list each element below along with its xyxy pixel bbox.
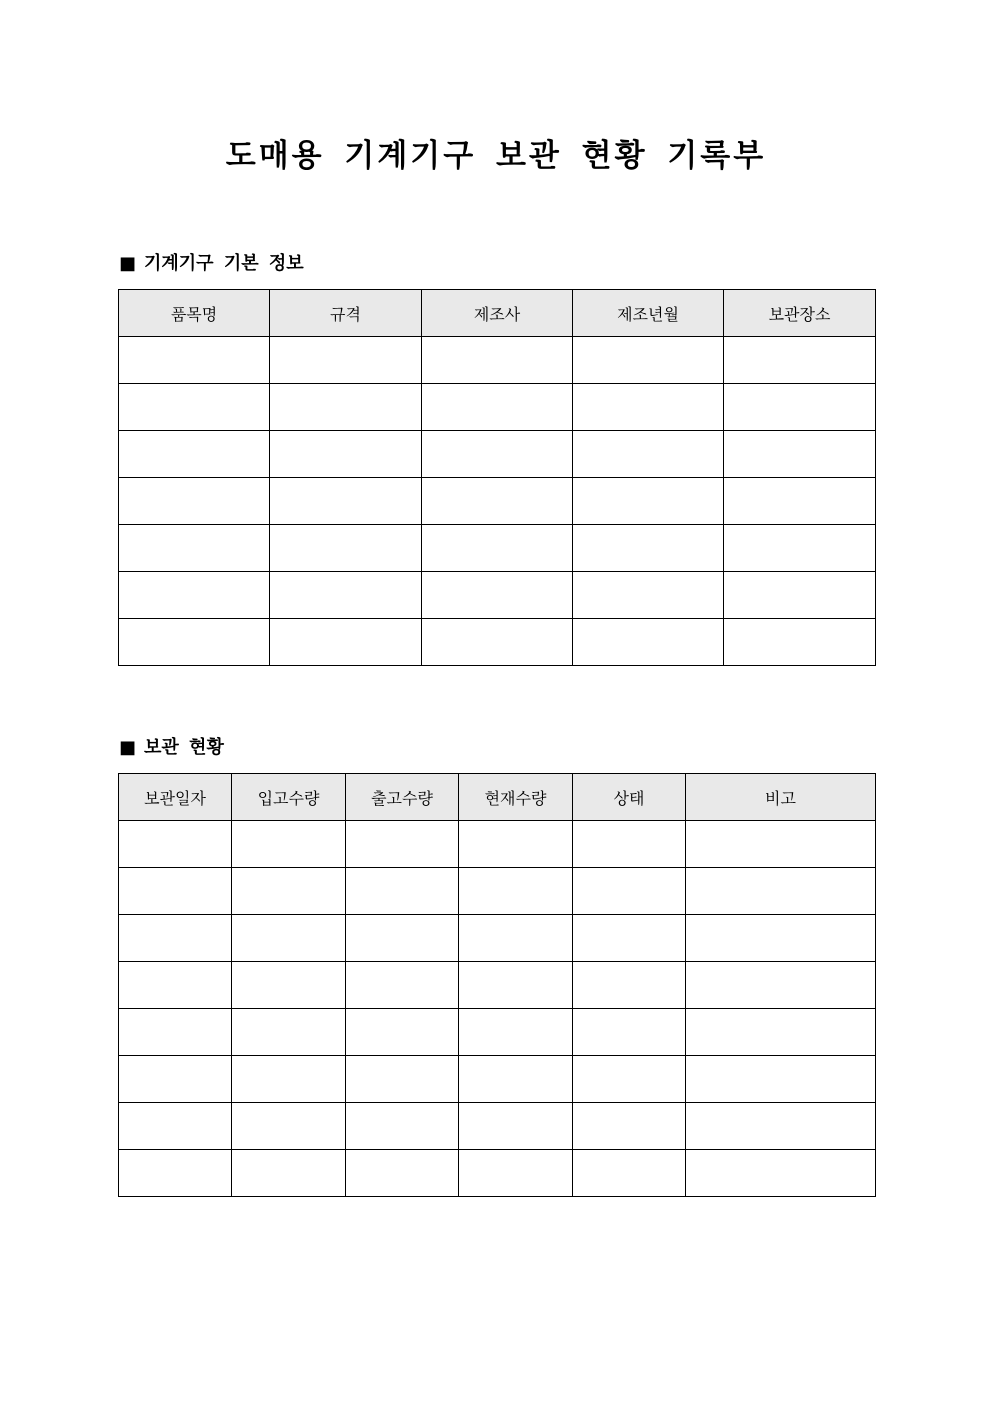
table-cell[interactable] bbox=[346, 821, 459, 868]
table-cell[interactable] bbox=[573, 337, 724, 384]
table-cell[interactable] bbox=[422, 384, 573, 431]
table-row bbox=[119, 384, 876, 431]
table-cell[interactable] bbox=[422, 337, 573, 384]
square-bullet-icon: ■ bbox=[119, 737, 137, 758]
column-header-inbound-qty: 입고수량 bbox=[232, 774, 346, 821]
table-cell[interactable] bbox=[422, 478, 573, 525]
table-row bbox=[119, 619, 876, 666]
table-cell[interactable] bbox=[573, 478, 724, 525]
table-cell[interactable] bbox=[232, 915, 346, 962]
column-header-manufacture-date: 제조년월 bbox=[573, 290, 724, 337]
section-heading-label: 기계기구 기본 정보 bbox=[144, 253, 304, 274]
table-cell[interactable] bbox=[232, 962, 346, 1009]
table-row bbox=[119, 1009, 876, 1056]
table-row bbox=[119, 431, 876, 478]
table-row bbox=[119, 525, 876, 572]
table-cell[interactable] bbox=[686, 868, 876, 915]
table-cell[interactable] bbox=[422, 525, 573, 572]
table-cell[interactable] bbox=[459, 1056, 573, 1103]
table-cell[interactable] bbox=[724, 572, 876, 619]
table-cell[interactable] bbox=[119, 962, 232, 1009]
table-cell[interactable] bbox=[232, 821, 346, 868]
table-cell[interactable] bbox=[573, 431, 724, 478]
table-cell[interactable] bbox=[232, 1009, 346, 1056]
column-header-storage-location: 보관장소 bbox=[724, 290, 876, 337]
table-cell[interactable] bbox=[459, 1150, 573, 1197]
table-row bbox=[119, 1056, 876, 1103]
table-cell[interactable] bbox=[270, 431, 422, 478]
table-cell[interactable] bbox=[422, 619, 573, 666]
table-cell[interactable] bbox=[724, 478, 876, 525]
table-cell[interactable] bbox=[573, 619, 724, 666]
table-header-row bbox=[119, 774, 876, 821]
table-row bbox=[119, 868, 876, 915]
table-cell[interactable] bbox=[119, 337, 270, 384]
table-cell[interactable] bbox=[346, 868, 459, 915]
table-cell[interactable] bbox=[232, 868, 346, 915]
table-cell[interactable] bbox=[686, 962, 876, 1009]
table-cell[interactable] bbox=[346, 962, 459, 1009]
table-cell[interactable] bbox=[724, 619, 876, 666]
table-cell[interactable] bbox=[573, 962, 686, 1009]
table-cell[interactable] bbox=[232, 1150, 346, 1197]
table-cell[interactable] bbox=[573, 1103, 686, 1150]
table-cell[interactable] bbox=[724, 525, 876, 572]
column-header-outbound-qty: 출고수량 bbox=[346, 774, 459, 821]
table-cell[interactable] bbox=[459, 821, 573, 868]
table-cell[interactable] bbox=[724, 337, 876, 384]
section-heading-basic-info bbox=[119, 252, 304, 276]
table-row bbox=[119, 821, 876, 868]
table-cell[interactable] bbox=[459, 915, 573, 962]
table-cell[interactable] bbox=[686, 1009, 876, 1056]
table-row bbox=[119, 478, 876, 525]
table-cell[interactable] bbox=[686, 1103, 876, 1150]
table-cell[interactable] bbox=[346, 1056, 459, 1103]
table-cell[interactable] bbox=[573, 915, 686, 962]
table-cell[interactable] bbox=[270, 478, 422, 525]
table-cell[interactable] bbox=[573, 821, 686, 868]
column-header-condition: 상태 bbox=[573, 774, 686, 821]
table-row bbox=[119, 1150, 876, 1197]
table-cell[interactable] bbox=[686, 915, 876, 962]
column-header-current-qty: 현재수량 bbox=[459, 774, 573, 821]
table-cell[interactable] bbox=[270, 384, 422, 431]
table-cell[interactable] bbox=[724, 431, 876, 478]
section-heading-storage-status bbox=[119, 736, 224, 760]
table-cell[interactable] bbox=[232, 1103, 346, 1150]
table-cell[interactable] bbox=[422, 572, 573, 619]
table-cell[interactable] bbox=[346, 1103, 459, 1150]
section-heading-label: 보관 현황 bbox=[144, 737, 224, 758]
table-cell[interactable] bbox=[346, 915, 459, 962]
square-bullet-icon: ■ bbox=[119, 253, 137, 274]
table-cell[interactable] bbox=[459, 1103, 573, 1150]
column-header-item-name: 품목명 bbox=[119, 290, 270, 337]
table-cell[interactable] bbox=[686, 1150, 876, 1197]
table-cell[interactable] bbox=[270, 525, 422, 572]
table-cell[interactable] bbox=[686, 1056, 876, 1103]
table-cell[interactable] bbox=[346, 1009, 459, 1056]
table-cell[interactable] bbox=[573, 1150, 686, 1197]
table-cell[interactable] bbox=[573, 384, 724, 431]
table-cell[interactable] bbox=[459, 868, 573, 915]
table-cell[interactable] bbox=[119, 572, 270, 619]
storage-status-table-body bbox=[119, 821, 876, 1197]
table-cell[interactable] bbox=[573, 868, 686, 915]
table-cell[interactable] bbox=[573, 572, 724, 619]
table-cell[interactable] bbox=[232, 1056, 346, 1103]
table-row bbox=[119, 962, 876, 1009]
table-header-row bbox=[119, 290, 876, 337]
storage-status-table bbox=[118, 773, 876, 1197]
table-cell[interactable] bbox=[346, 1150, 459, 1197]
table-cell[interactable] bbox=[686, 821, 876, 868]
table-cell[interactable] bbox=[119, 431, 270, 478]
table-cell[interactable] bbox=[270, 619, 422, 666]
column-header-spec: 규격 bbox=[270, 290, 422, 337]
basic-info-table-body bbox=[119, 337, 876, 666]
table-cell[interactable] bbox=[573, 1056, 686, 1103]
document-title: 도매용 기계기구 보관 현황 기록부 bbox=[225, 138, 767, 174]
table-row bbox=[119, 572, 876, 619]
table-cell[interactable] bbox=[724, 384, 876, 431]
table-cell[interactable] bbox=[119, 1150, 232, 1197]
table-cell[interactable] bbox=[119, 384, 270, 431]
table-cell[interactable] bbox=[270, 337, 422, 384]
table-cell[interactable] bbox=[119, 525, 270, 572]
column-header-remarks: 비고 bbox=[686, 774, 876, 821]
table-cell[interactable] bbox=[119, 1103, 232, 1150]
table-cell[interactable] bbox=[270, 572, 422, 619]
table-cell[interactable] bbox=[459, 1009, 573, 1056]
table-cell[interactable] bbox=[119, 619, 270, 666]
table-row bbox=[119, 337, 876, 384]
table-cell[interactable] bbox=[573, 525, 724, 572]
table-cell[interactable] bbox=[119, 821, 232, 868]
table-cell[interactable] bbox=[119, 478, 270, 525]
column-header-manufacturer: 제조사 bbox=[422, 290, 573, 337]
table-cell[interactable] bbox=[119, 915, 232, 962]
table-cell[interactable] bbox=[119, 868, 232, 915]
table-cell[interactable] bbox=[119, 1009, 232, 1056]
table-cell[interactable] bbox=[119, 1056, 232, 1103]
table-cell[interactable] bbox=[459, 962, 573, 1009]
column-header-storage-date: 보관일자 bbox=[119, 774, 232, 821]
table-row bbox=[119, 915, 876, 962]
table-cell[interactable] bbox=[422, 431, 573, 478]
table-row bbox=[119, 1103, 876, 1150]
basic-info-table bbox=[118, 289, 876, 666]
table-cell[interactable] bbox=[573, 1009, 686, 1056]
